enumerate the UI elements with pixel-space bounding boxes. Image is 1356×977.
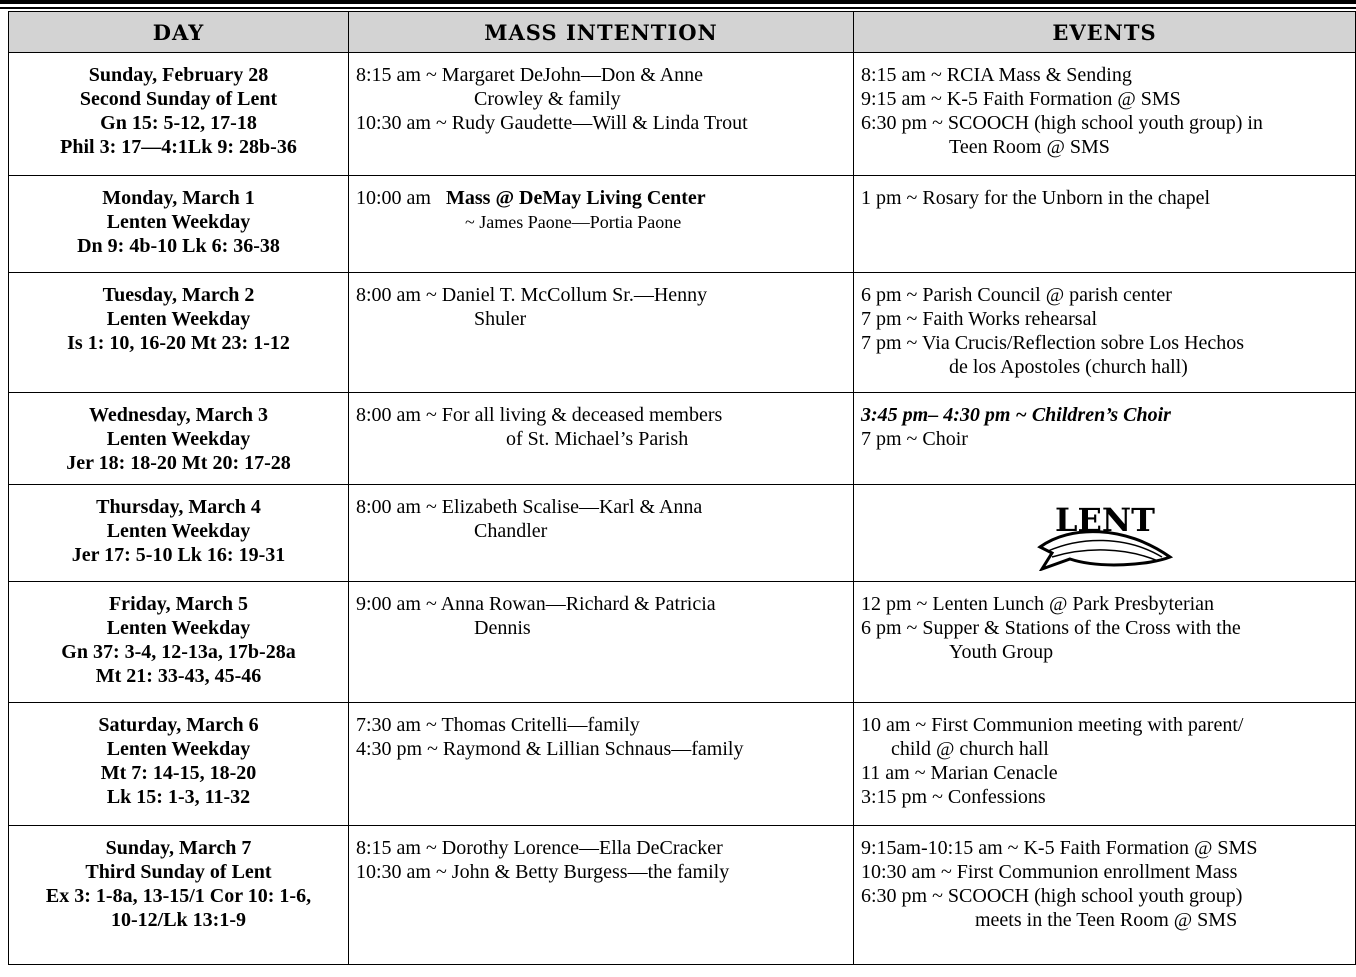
mass-cell bbox=[349, 393, 854, 485]
mass-line: of St. Michael’s Parish bbox=[506, 428, 689, 450]
day-cell bbox=[9, 826, 349, 965]
mass-cell bbox=[349, 273, 854, 393]
events-cell bbox=[854, 393, 1356, 485]
top-rule bbox=[0, 0, 1356, 4]
mass-line: 10:30 am ~ Rudy Gaudette—Will & Linda Trout bbox=[356, 112, 748, 134]
day-name: Thursday, March 4 bbox=[96, 496, 261, 518]
day-reading: Is 1: 10, 16-20 Mt 23: 1-12 bbox=[67, 332, 290, 354]
mass-line: Dennis bbox=[474, 617, 531, 639]
event-line: 9:15am-10:15 am ~ K-5 Faith Formation @ SMS bbox=[861, 837, 1258, 859]
event-line: 7 pm ~ Faith Works rehearsal bbox=[861, 308, 1098, 330]
events-cell bbox=[854, 582, 1356, 703]
day-liturgy: Third Sunday of Lent bbox=[85, 861, 272, 883]
events-cell bbox=[854, 485, 1356, 582]
day-name: Tuesday, March 2 bbox=[102, 284, 255, 306]
mass-line: 10:30 am ~ John & Betty Burgess—the family bbox=[356, 861, 730, 883]
mass-line: 9:00 am ~ Anna Rowan—Richard & Patricia bbox=[356, 593, 716, 615]
mass-location: Mass @ DeMay Living Center bbox=[446, 187, 706, 209]
mass-cell bbox=[349, 176, 854, 273]
table-row bbox=[9, 703, 1356, 826]
day-liturgy: Second Sunday of Lent bbox=[79, 88, 278, 110]
mass-time: 10:00 am bbox=[356, 187, 431, 209]
events-cell bbox=[854, 826, 1356, 965]
event-line: 11 am ~ Marian Cenacle bbox=[861, 762, 1058, 784]
day-liturgy: Lenten Weekday bbox=[106, 617, 251, 639]
mass-line: 8:00 am ~ Elizabeth Scalise—Karl & Anna bbox=[356, 496, 703, 518]
day-liturgy: Lenten Weekday bbox=[106, 738, 251, 760]
event-line: 7 pm ~ Via Crucis/Reflection sobre Los Hechos bbox=[861, 332, 1245, 354]
mass-line: Shuler bbox=[474, 308, 527, 330]
day-reading: Dn 9: 4b-10 Lk 6: 36-38 bbox=[77, 235, 280, 257]
event-line: 6 pm ~ Supper & Stations of the Cross with the bbox=[861, 617, 1241, 639]
table-row bbox=[9, 393, 1356, 485]
top-rule-thin bbox=[0, 7, 1356, 9]
event-line: 7 pm ~ Choir bbox=[861, 428, 968, 450]
mass-cell bbox=[349, 582, 854, 703]
day-reading: Lk 15: 1-3, 11-32 bbox=[106, 786, 251, 808]
mass-line: Chandler bbox=[474, 520, 548, 542]
day-reading: Mt 7: 14-15, 18-20 bbox=[100, 762, 257, 784]
day-liturgy: Lenten Weekday bbox=[106, 308, 251, 330]
event-line: 3:15 pm ~ Confessions bbox=[861, 786, 1046, 808]
day-reading: 10-12/Lk 13:1-9 bbox=[111, 909, 246, 931]
mass-line: 8:00 am ~ Daniel T. McCollum Sr.—Henny bbox=[356, 284, 708, 306]
events-cell bbox=[854, 703, 1356, 826]
weekly-schedule-table bbox=[8, 11, 1356, 965]
mass-line: ~ James Paone—Portia Paone bbox=[465, 212, 682, 232]
day-reading: Jer 17: 5-10 Lk 16: 19-31 bbox=[71, 544, 286, 566]
day-cell bbox=[9, 393, 349, 485]
day-reading: Gn 37: 3-4, 12-13a, 17b-28a bbox=[61, 641, 296, 663]
day-reading: Phil 3: 17—4:1Lk 9: 28b-36 bbox=[60, 136, 297, 158]
day-reading: Ex 3: 1-8a, 13-15/1 Cor 10: 1-6, bbox=[45, 885, 312, 907]
mass-cell bbox=[349, 826, 854, 965]
mass-cell bbox=[349, 703, 854, 826]
table-row bbox=[9, 53, 1356, 176]
header-day: DAY bbox=[9, 12, 349, 53]
day-name: Monday, March 1 bbox=[102, 187, 255, 209]
event-line: 6:30 pm ~ SCOOCH (high school youth group) in bbox=[861, 112, 1263, 134]
event-line: 9:15 am ~ K-5 Faith Formation @ SMS bbox=[861, 88, 1181, 110]
table-row bbox=[9, 485, 1356, 582]
day-name: Friday, March 5 bbox=[108, 593, 249, 615]
mass-line: 8:00 am ~ For all living & deceased members bbox=[356, 404, 723, 426]
event-line: 12 pm ~ Lenten Lunch @ Park Presbyterian bbox=[861, 593, 1215, 615]
day-name: Wednesday, March 3 bbox=[88, 404, 269, 426]
lent-fish-logo-icon bbox=[1030, 495, 1180, 571]
event-line: 6 pm ~ Parish Council @ parish center bbox=[861, 284, 1172, 306]
event-line: 6:30 pm ~ SCOOCH (high school youth group) bbox=[861, 885, 1243, 907]
event-line: 10:30 am ~ First Communion enrollment Mass bbox=[861, 861, 1238, 883]
mass-line: 4:30 pm ~ Raymond & Lillian Schnaus—family bbox=[356, 738, 744, 760]
event-line: 8:15 am ~ RCIA Mass & Sending bbox=[861, 64, 1132, 86]
day-reading: Jer 18: 18-20 Mt 20: 17-28 bbox=[66, 452, 291, 474]
events-cell bbox=[854, 273, 1356, 393]
mass-cell bbox=[349, 485, 854, 582]
day-liturgy: Lenten Weekday bbox=[106, 211, 251, 233]
day-reading: Gn 15: 5-12, 17-18 bbox=[100, 112, 257, 134]
header-events: EVENTS bbox=[854, 12, 1356, 53]
event-line: de los Apostoles (church hall) bbox=[949, 356, 1188, 378]
day-reading: Mt 21: 33-43, 45-46 bbox=[95, 665, 262, 687]
event-line: 3:45 pm– 4:30 pm ~ Children’s Choir bbox=[861, 404, 1171, 426]
day-name: Sunday, March 7 bbox=[105, 837, 252, 859]
mass-line: Crowley & family bbox=[474, 88, 621, 110]
mass-line: 8:15 am ~ Margaret DeJohn—Don & Anne bbox=[356, 64, 704, 86]
day-cell bbox=[9, 53, 349, 176]
mass-line bbox=[356, 186, 847, 210]
day-cell bbox=[9, 703, 349, 826]
table-row bbox=[9, 582, 1356, 703]
events-cell bbox=[854, 53, 1356, 176]
table-row bbox=[9, 176, 1356, 273]
day-cell bbox=[9, 582, 349, 703]
event-line: Youth Group bbox=[949, 641, 1054, 663]
day-name: Sunday, February 28 bbox=[88, 64, 269, 86]
day-cell bbox=[9, 176, 349, 273]
event-line: meets in the Teen Room @ SMS bbox=[975, 909, 1238, 931]
day-cell bbox=[9, 485, 349, 582]
day-liturgy: Lenten Weekday bbox=[106, 520, 251, 542]
events-cell bbox=[854, 176, 1356, 273]
mass-line: 8:15 am ~ Dorothy Lorence—Ella DeCracker bbox=[356, 837, 723, 859]
logo-text: LENT bbox=[1055, 501, 1155, 539]
header-mass-intention: MASS INTENTION bbox=[349, 12, 854, 53]
event-line: Teen Room @ SMS bbox=[949, 136, 1110, 158]
mass-line: 7:30 am ~ Thomas Critelli—family bbox=[356, 714, 640, 736]
event-line: 10 am ~ First Communion meeting with parent/ bbox=[861, 714, 1244, 736]
event-line: 1 pm ~ Rosary for the Unborn in the chapel bbox=[861, 187, 1211, 209]
table-row bbox=[9, 826, 1356, 965]
day-name: Saturday, March 6 bbox=[98, 714, 259, 736]
header-row bbox=[9, 12, 1356, 53]
day-liturgy: Lenten Weekday bbox=[106, 428, 251, 450]
mass-cell bbox=[349, 53, 854, 176]
day-cell bbox=[9, 273, 349, 393]
event-line: child @ church hall bbox=[891, 738, 1049, 760]
table-row bbox=[9, 273, 1356, 393]
